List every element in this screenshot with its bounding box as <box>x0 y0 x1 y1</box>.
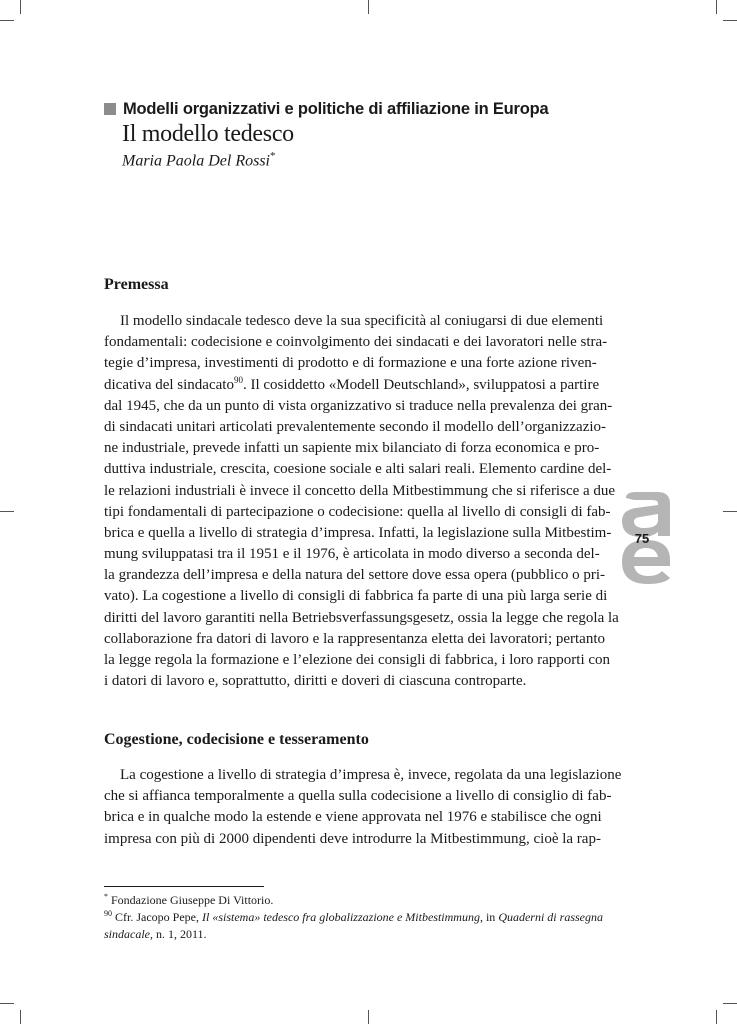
text-line: duttiva industriale, crescita, coesione sociale e alti salari reali. Elemento cardine del- <box>104 461 612 478</box>
text-line: la legge regola la formazione e l’elezione dei consigli di fabbrica, i loro rapporti con <box>104 652 611 668</box>
article-title: Il modello tedesco <box>122 121 294 147</box>
crop-mark <box>20 0 21 14</box>
crop-mark <box>368 1010 369 1024</box>
author-name <box>122 150 276 170</box>
crop-mark <box>0 20 14 21</box>
text-line <box>104 374 600 396</box>
section-label-text: Modelli organizzativi e politiche di affiliazione in Europa <box>123 100 549 118</box>
text-line: Il modello sindacale tedesco deve la sua specificità al coniugarsi di due elementi <box>120 313 604 329</box>
text-line: fondamentali: codecisione e coinvolgimento dei sindacati e dei lavoratori nelle stra- <box>104 334 608 351</box>
author-name-text: Maria Paola Del Rossi <box>122 152 270 170</box>
section-label <box>104 100 624 119</box>
page-number: 75 <box>634 531 650 546</box>
paragraph-premessa <box>104 311 619 692</box>
footnote-item <box>104 909 603 926</box>
footnote-divider <box>104 886 264 887</box>
footnote-text: , in <box>479 910 496 924</box>
text-line: tipi fondamentali di partecipazione o codecisione: quella al livello di consigli di fab- <box>104 503 611 520</box>
footnote-item-continued <box>104 926 594 943</box>
text-line: che si affianca temporalmente a quella sulla codecisione a livello di consiglio di fab- <box>104 788 612 805</box>
footnote-mark: 90 <box>104 909 112 918</box>
footnote-text: , n. 1, 2011. <box>150 927 207 941</box>
crop-mark <box>723 1003 737 1004</box>
text-line: diritti del lavoro garantiti nella Betriebsverfassungsgesetz, ossia la legge che regola la <box>104 609 619 626</box>
text-line: mung sviluppatasi tra il 1951 e il 1976, è articolata in modo diverso a seconda del- <box>104 546 600 563</box>
text-line: vato). La cogestione a livello di consigli di fabbrica fa parte di una più larga serie di <box>104 588 608 605</box>
footnote-mark: * <box>104 892 108 901</box>
text-line: tegie d’impresa, investimenti di prodotto e di formazione e una forte azione riven- <box>104 355 597 372</box>
crop-mark <box>0 1003 14 1004</box>
text-line: dal 1945, che da un punto di vista organizzativo si traduce nella prevalenza dei gran- <box>104 397 613 414</box>
crop-mark <box>716 1010 717 1024</box>
paragraph-cogestione <box>104 765 622 850</box>
text-line: di sindacati unitari articolati prevalentemente secondo il modello dell’organizzazio- <box>104 418 607 435</box>
text-line: le relazioni industriali è invece il concetto della Mitbestimmung che si riferisce a due <box>104 482 616 499</box>
text-line: impresa con più di 2000 dipendenti deve introdurre la Mitbestimmung, cioè la rap- <box>104 830 601 847</box>
footnote-text: Cfr. Jacopo Pepe, <box>115 910 199 924</box>
author-footnote-mark: * <box>270 150 276 162</box>
footnote-journal: sindacale <box>104 927 150 941</box>
section-heading-premessa: Premessa <box>104 276 169 293</box>
text-line: la grandezza dell’impresa e della natura del settore dove essa opera (pubblico o pri- <box>104 567 606 584</box>
footnote-ref[interactable]: 90 <box>233 374 243 385</box>
text-line: La cogestione a livello di strategia d’impresa è, invece, regolata da una legislazione <box>120 767 622 783</box>
text-line: i datori di lavoro e, soprattutto, diritti e doveri di ciascuna controparte. <box>104 673 527 690</box>
text-line: ne industriale, prevede infatti un sapiente mix bilanciato di forza economica e pro- <box>104 440 600 457</box>
crop-mark <box>723 20 737 21</box>
crop-mark <box>20 1010 21 1024</box>
footnote-journal: Quaderni di rassegna <box>498 910 603 924</box>
footnote-text: Fondazione Giuseppe Di Vittorio. <box>111 893 274 907</box>
section-heading-cogestione: Cogestione, codecisione e tesseramento <box>104 731 369 748</box>
footnotes <box>104 892 603 943</box>
text-line: collaborazione fra datori di lavoro e la rappresentanza eletta dei lavoratori; pertanto <box>104 630 606 647</box>
crop-mark <box>368 0 369 14</box>
footnote-item <box>104 892 594 909</box>
footnote-title: Il «sistema» tedesco fra globalizzazione e Mitbestimmung <box>201 910 480 924</box>
text-line: brica e quella a livello di strategia d’impresa. Infatti, la legislazione sulla Mitbestim- <box>104 524 612 541</box>
text-line-part: . Il cosiddetto «Modell Deutschland», sviluppatosi a partire <box>242 376 600 393</box>
crop-mark <box>723 511 737 512</box>
text-line-part: dicativa del sindacato <box>104 376 234 393</box>
crop-mark <box>716 0 717 14</box>
crop-mark <box>0 511 14 512</box>
square-bullet-icon <box>104 103 116 115</box>
text-line: brica e in qualche modo la estende e viene approvata nel 1976 e stabilisce che ogni <box>104 809 602 826</box>
